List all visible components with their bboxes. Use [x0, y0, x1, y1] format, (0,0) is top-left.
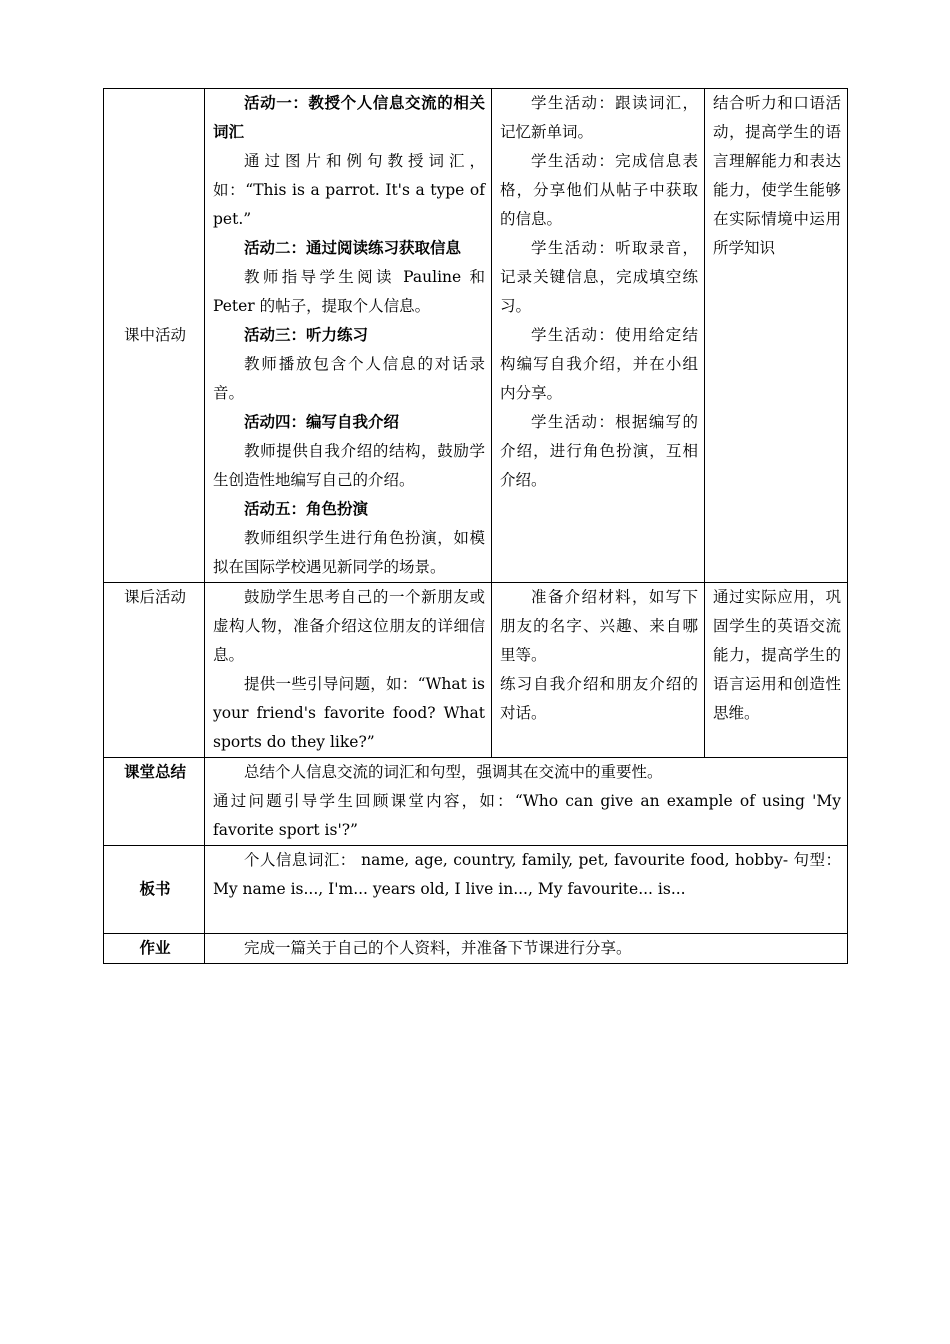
blackboard-content	[213, 846, 841, 904]
after-class-student-p2: 练习自我介绍和朋友介绍的对话。	[500, 675, 698, 722]
after-class-teacher-p1: 鼓励学生思考自己的一个新朋友或虚构人物，准备介绍这位朋友的详细信息。	[213, 588, 485, 664]
student-activity-1: 学生活动：跟读词汇，记忆新单词。	[500, 94, 698, 141]
activity-3-title: 活动三：听力练习	[244, 326, 369, 344]
after-class-student-cell	[492, 583, 705, 758]
after-class-intent-cell	[705, 583, 848, 758]
activity-5-text: 教师组织学生进行角色扮演，如模拟在国际学校遇见新同学的场景。	[213, 529, 485, 576]
summary-label: 课堂总结	[104, 758, 205, 846]
activity-5-title: 活动五：角色扮演	[244, 500, 369, 518]
homework-text: 完成一篇关于自己的个人资料，并准备下节课进行分享。	[244, 939, 632, 957]
vocab-list: name, age, country, family, pet, favourite food, hobby-	[361, 851, 789, 869]
activity-1-title: 活动一：教授个人信息交流的相关词汇	[213, 94, 485, 141]
in-class-student-cell	[492, 89, 705, 583]
blackboard-row	[104, 846, 848, 934]
student-activity-5: 学生活动：根据编写的介绍，进行角色扮演，互相介绍。	[500, 413, 698, 489]
activity-1-text: 通过图片和例句教授词汇，如：“This is a parrot. It's a type of pet.”	[213, 152, 485, 228]
blackboard-label: 板书	[104, 846, 205, 934]
after-class-student-p1: 准备介绍材料，如写下朋友的名字、兴趣、来自哪里等。	[500, 588, 698, 664]
after-class-teacher-cell	[205, 583, 492, 758]
student-activity-2: 学生活动：完成信息表格，分享他们从帖子中获取的信息。	[500, 152, 698, 228]
summary-p2: 通过问题引导学生回顾课堂内容，如：“Who can give an example of using 'My favorite sport is'?”	[213, 792, 841, 839]
activity-4-text: 教师提供自我介绍的结构，鼓励学生创造性地编写自己的介绍。	[213, 442, 485, 489]
homework-cell	[205, 934, 848, 964]
summary-row	[104, 758, 848, 846]
summary-p1: 总结个人信息交流的词汇和句型，强调其在交流中的重要性。	[244, 763, 663, 781]
activity-3-text: 教师播放包含个人信息的对话录音。	[213, 355, 485, 402]
in-class-row	[104, 89, 848, 583]
in-class-label: 课中活动	[104, 89, 205, 583]
blackboard-cell	[205, 846, 848, 934]
student-activity-3: 学生活动：听取录音，记录关键信息，完成填空练习。	[500, 239, 698, 315]
after-class-intent: 通过实际应用，巩固学生的英语交流能力，提高学生的语言运用和创造性思维。	[713, 588, 841, 722]
activity-4-title: 活动四：编写自我介绍	[244, 413, 400, 431]
student-activity-4: 学生活动：使用给定结构编写自我介绍，并在小组内分享。	[500, 326, 698, 402]
pattern-list: My name is..., I'm... years old, I live in..., My favourite... is...	[213, 880, 686, 898]
lesson-plan-table	[103, 88, 848, 964]
activity-2-text: 教师指导学生阅读 Pauline 和 Peter 的帖子，提取个人信息。	[213, 268, 485, 315]
activity-2-title: 活动二：通过阅读练习获取信息	[244, 239, 462, 257]
pattern-label: 句型：	[793, 851, 841, 869]
after-class-row	[104, 583, 848, 758]
summary-cell	[205, 758, 848, 846]
homework-label: 作业	[104, 934, 205, 964]
after-class-teacher-p2: 提供一些引导问题，如：“What is your friend's favorite food? What sports do they like?”	[213, 675, 485, 751]
in-class-intent-cell	[705, 89, 848, 583]
after-class-label: 课后活动	[104, 583, 205, 758]
vocab-label: 个人信息词汇：	[244, 851, 356, 869]
in-class-intent: 结合听力和口语活动，提高学生的语言理解能力和表达能力，使学生能够在实际情境中运用所学知识	[713, 94, 841, 257]
in-class-teacher-cell	[205, 89, 492, 583]
homework-row	[104, 934, 848, 964]
